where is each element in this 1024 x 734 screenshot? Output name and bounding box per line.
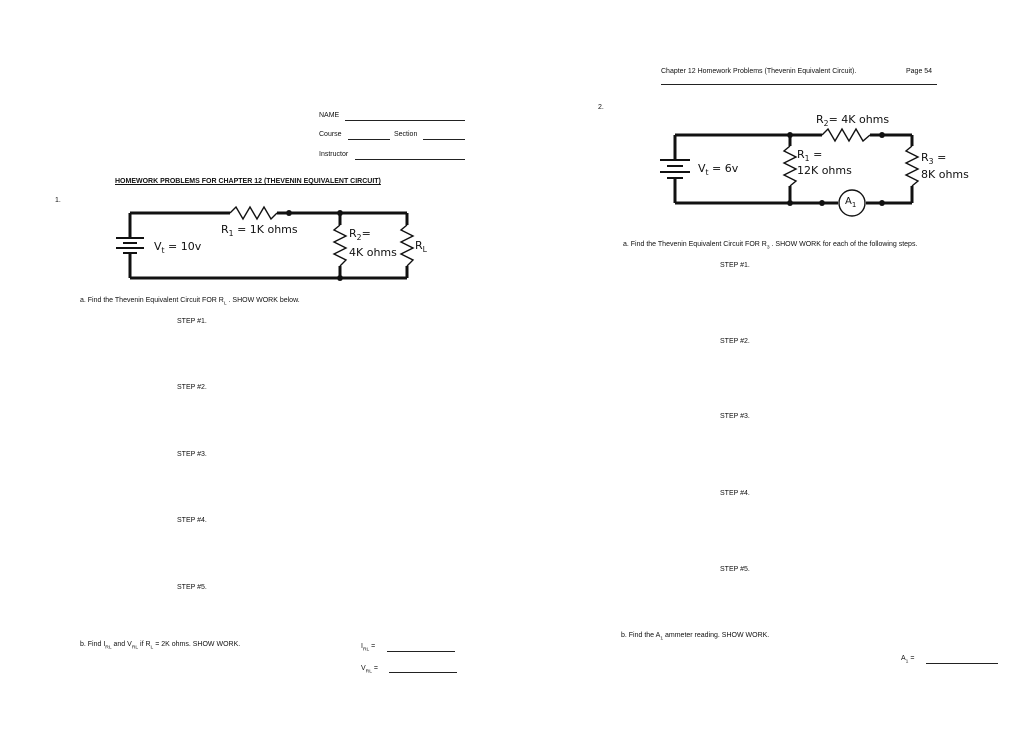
name-label: NAME [319, 112, 340, 119]
vt-value: = 10v [168, 240, 202, 253]
a1-answer-eq: = [908, 655, 915, 662]
part-b-1-sub-b: RL [131, 645, 139, 651]
r1-value: = 1K ohms [237, 223, 298, 236]
left-step-4: STEP #4. [177, 517, 207, 524]
vrl-eq: = [371, 665, 378, 672]
r3-sub: 3 [928, 157, 934, 167]
part-a-1-pre: a. Find the Thevenin Equivalent Circuit FOR R [80, 297, 224, 304]
r1b-value: = [813, 148, 823, 161]
r2-label-2 [816, 113, 889, 128]
vt-label-2 [698, 162, 738, 177]
vt2-sub: t [705, 168, 709, 178]
ammeter-label [845, 196, 856, 209]
irl-sub: RL [362, 647, 370, 653]
vrl-main: V [361, 665, 366, 672]
part-b-2-pre: b. Find the A [621, 632, 661, 639]
part-b-1-c: if R [138, 641, 151, 648]
rl-sub: L [422, 245, 427, 255]
part-a-1-sub: L [223, 301, 227, 307]
right-step-5: STEP #5. [720, 566, 750, 573]
r2b-sub: 2 [823, 119, 829, 129]
vt-main: V [154, 240, 162, 253]
rl-main: R [415, 239, 423, 252]
r3-label-2 [921, 151, 946, 166]
r1-label-2 [797, 148, 822, 163]
left-step-1: STEP #1. [177, 318, 207, 325]
r2-sub: 2 [356, 233, 362, 243]
a1-sub: 1 [851, 201, 857, 209]
part-b-1-d: = 2K ohms. SHOW WORK. [153, 641, 241, 648]
r2-ohms-1: 4K ohms [349, 246, 397, 259]
r3-ohms-2: 8K ohms [921, 168, 969, 181]
part-a-2-pre: a. Find the Thevenin Equivalent Circuit FOR R [623, 241, 767, 248]
a1-answer-field[interactable] [926, 663, 998, 664]
right-header: Chapter 12 Homework Problems (Thevenin Equivalent Circuit). [661, 68, 857, 75]
left-step-2: STEP #2. [177, 384, 207, 391]
part-a-2-post: . SHOW WORK for each of the following steps. [769, 241, 918, 248]
right-step-3: STEP #3. [720, 413, 750, 420]
part-b-2-post: ammeter reading. SHOW WORK. [663, 632, 770, 639]
problem-2-number: 2. [598, 104, 604, 111]
part-b-2 [621, 632, 769, 641]
a1-main: A [845, 196, 852, 207]
r1-main: R [221, 223, 229, 236]
left-step-5: STEP #5. [177, 584, 207, 591]
r2b-main: R [816, 113, 824, 126]
r2b-value: = 4K ohms [828, 113, 890, 126]
r3-main: R [921, 151, 929, 164]
part-b-1-b: and V [111, 641, 132, 648]
instructor-label: Instructor [319, 151, 349, 158]
irl-main: I [361, 643, 363, 650]
r1b-sub: 1 [804, 154, 810, 164]
page-number: Page 54 [906, 68, 933, 75]
problem-1-number: 1. [55, 197, 61, 204]
a1-answer-main: A [901, 655, 906, 662]
vt2-value: = 6v [712, 162, 739, 175]
left-step-3: STEP #3. [177, 451, 207, 458]
a1-answer-sub: 1 [905, 659, 909, 665]
r2-main: R [349, 227, 357, 240]
right-step-4: STEP #4. [720, 490, 750, 497]
part-b-2-sub: 1 [660, 636, 664, 642]
section-label: Section [394, 131, 418, 138]
right-step-2: STEP #2. [720, 338, 750, 345]
right-step-1: STEP #1. [720, 262, 750, 269]
part-b-1-sub-c: L [150, 645, 154, 651]
vt-sub: t [161, 246, 165, 256]
r1b-main: R [797, 148, 805, 161]
r2-value: = [361, 227, 371, 240]
r3-value: = [937, 151, 947, 164]
vt2-main: V [698, 162, 706, 175]
part-b-1-a: b. Find I [80, 641, 106, 648]
vrl-sub: RL [365, 669, 372, 675]
homework-title: HOMEWORK PROBLEMS FOR CHAPTER 12 (THEVENIN EQUIVALENT CIRCUIT) [115, 178, 381, 185]
irl-eq: = [369, 643, 376, 650]
course-label: Course [319, 131, 342, 138]
r1-ohms-2: 12K ohms [797, 164, 852, 177]
part-b-1-sub-a: RL [105, 645, 112, 651]
part-a-2-sub: 3 [766, 245, 770, 251]
r1-sub: 1 [228, 229, 234, 239]
a1-answer-label [901, 655, 914, 664]
part-a-2 [623, 241, 917, 250]
part-a-1-post: . SHOW WORK below. [226, 297, 300, 304]
